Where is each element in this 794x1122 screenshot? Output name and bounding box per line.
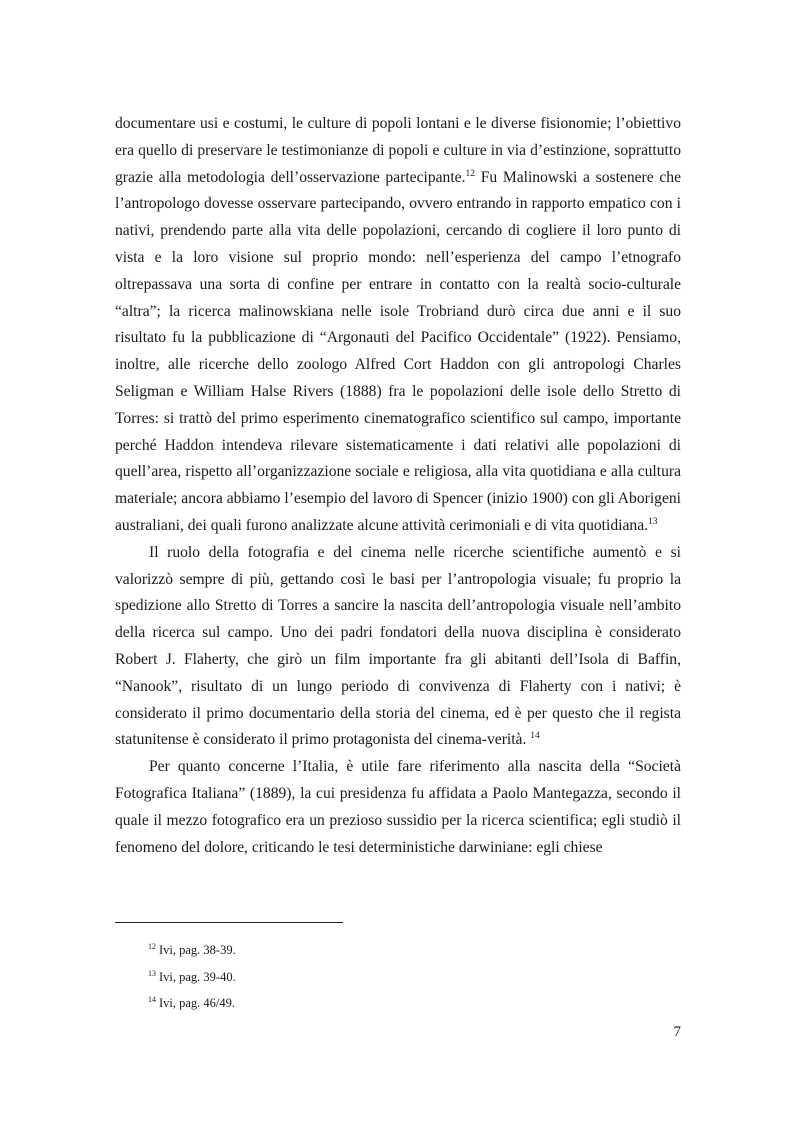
body-paragraph [115, 754, 681, 861]
footnote-number: 12 [148, 942, 156, 951]
body-paragraph [115, 111, 681, 540]
paragraph-text: Il ruolo della fotografia e del cinema nelle ricerche scientifiche aumentò e si valorizzò sempre di più, gettando così le basi per l’antropologia visuale; fu proprio la spedizione allo Stretto di Torres a sancire la nascita dell’antropologia visuale nell’ambito della ricerca sul campo. Uno dei padri fondatori della nuova disciplina è considerato Robert J. Flaherty, che girò un film importante fra gli abitanti dell’Isola di Baffin, “Nanook”, risultato di un lungo periodo di convivenza di Flaherty con i nativi; è considerato il primo documentario della storia del cinema, ed è per questo che il regista statunitense è considerato il primo protagonista del cinema-verità. [115, 543, 681, 749]
footnote-number: 14 [148, 995, 156, 1004]
footnote-reference: 13 [648, 516, 658, 527]
body-text [115, 111, 681, 861]
paragraph-text: documentare usi e costumi, le culture di popoli lontani e le diverse fisionomie; l’obiettivo era quello di preservare le testimonianze di popoli e culture in via d’estinzione, soprattutto grazie alla metodologia dell’osservazione partecipante. [115, 115, 681, 186]
footnote-separator [115, 922, 343, 923]
footnotes [148, 937, 648, 1017]
footnote-text: Ivi, pag. 38-39. [159, 943, 236, 957]
footnote [148, 937, 648, 964]
paragraph-text: Fu Malinowski a sostenere che l’antropologo dovesse osservare partecipando, ovvero entrando in rapporto empatico con i nativi, prendendo parte alla vita delle popolazioni, cercando di cogliere il loro punto di vista e la loro visione sul proprio mondo: nell’esperienza del campo l’etnografo oltrepassava una sorta di confine per entrare in contatto con la realtà socio-culturale “altra”; la ricerca malinowskiana nelle isole Trobriand durò circa due anni e il suo risultato fu la pubblicazione di “Argonauti del Pacifico Occidentale” (1922). Pensiamo, inoltre, alle ricerche dello zoologo Alfred Cort Haddon con gli antropologi Charles Seligman e William Halse Rivers (1888) fra le popolazioni delle isole dello Stretto di Torres: si trattò del primo esperimento cinematografico scientifico sul campo, importante perché Haddon intendeva rilevare sistematicamente i dati relativi alle popolazioni di quell’area, rispetto all’organizzazione sociale e religiosa, alla vita quotidiana e alla cultura materiale; ancora abbiamo l’esempio del lavoro di Spencer (inizio 1900) con gli Aborigeni australiani, dei quali furono analizzate alcune attività cerimoniali e di vita quotidiana. [115, 168, 681, 534]
footnote-number: 13 [148, 968, 156, 978]
page-number: 7 [673, 1024, 681, 1040]
footnote-text: Ivi, pag. 46/49. [159, 996, 236, 1010]
footnote-text: Ivi, pag. 39-40. [159, 969, 236, 984]
body-paragraph [115, 540, 681, 754]
footnote-reference: 12 [465, 168, 475, 179]
footnote-reference: 14 [530, 731, 540, 742]
paragraph-text: Per quanto concerne l’Italia, è utile fare riferimento alla nascita della “Società Fotografica Italiana” (1889), la cui presidenza fu affidata a Paolo Mantegazza, secondo il quale il mezzo fotografico era un prezioso sussidio per la ricerca scientifica; egli studiò il fenomeno del dolore, criticando le tesi deterministiche darwiniane: egli chiese [115, 758, 681, 856]
footnote [148, 964, 648, 991]
footnote [148, 990, 648, 1017]
